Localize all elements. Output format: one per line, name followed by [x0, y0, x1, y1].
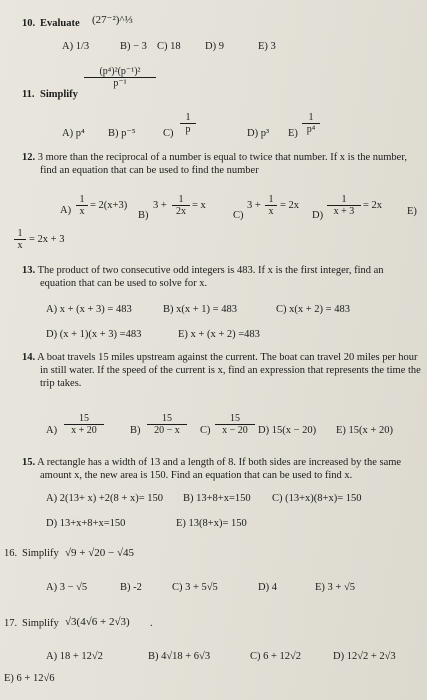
q15-choice-b: B) 13+8+x=150 — [183, 493, 251, 504]
q14-choice-c-num: 15 — [215, 413, 255, 425]
q12-choice-e-num: 1 — [14, 228, 26, 240]
q10-choice-a: A) 1/3 — [62, 41, 90, 52]
q12-choice-d-rest: = 2x — [363, 200, 383, 211]
q14-choice-c-fraction — [215, 413, 255, 436]
q13-choice-d: D) (x + 1)(x + 3) =483 — [46, 329, 142, 340]
q16-choice-b: B) -2 — [120, 582, 142, 593]
q17-choice-d: D) 12√2 + 2√3 — [333, 651, 396, 662]
q16-number: 16. — [4, 548, 18, 559]
q12-text: 3 more than the reciprocal of a number is equal to twice that number. If x is the number, find an equation that can be used to find the number — [37, 152, 408, 176]
q12-choice-e-den: x — [17, 240, 23, 251]
q11-choice-e-num: 1 — [302, 112, 320, 124]
q17-choice-b: B) 4√18 + 6√3 — [148, 651, 211, 662]
q12-choice-d-den: x + 3 — [333, 206, 355, 217]
q12-choice-b-rest: = x — [192, 200, 206, 211]
q12-choice-a-den: x — [79, 206, 85, 217]
q13-choice-a: A) x + (x + 3) = 483 — [46, 304, 132, 315]
q12-choice-a-rest: = 2(x+3) — [90, 200, 128, 211]
q14-stem — [22, 351, 427, 390]
q17-expression: √3(4√6 + 2√3) — [65, 616, 130, 628]
q11-choice-c-label: C) — [163, 128, 174, 139]
q15-stem — [22, 456, 427, 482]
q12-choice-b-pre: 3 + — [153, 200, 167, 211]
q12-choice-a-num: 1 — [76, 194, 88, 206]
q14-choice-b-den: 20 − x — [154, 425, 180, 436]
q15-choice-e: E) 13(8+x)= 150 — [176, 518, 247, 529]
q12-choice-b-den: 2x — [176, 206, 186, 217]
q10-number: 10. — [22, 18, 36, 29]
q14-choice-b-num: 15 — [147, 413, 187, 425]
q10-choice-d: D) 9 — [205, 41, 224, 52]
q17-prompt: Simplify — [22, 618, 59, 629]
q15-choice-a: A) 2(13+ x) +2(8 + x)= 150 — [46, 493, 164, 504]
q14-choice-e: E) 15(x + 20) — [336, 425, 393, 436]
q13-text: The product of two consecutive odd integers is 483. If x is the first integer, find an equation that can be used to solve for x. — [37, 265, 384, 289]
q15-choice-c: C) (13+x)(8+x)= 150 — [272, 493, 362, 504]
q12-choice-b-fraction — [172, 194, 190, 217]
q12-choice-e-label: E) — [407, 206, 417, 217]
q14-choice-a-fraction — [64, 413, 104, 436]
q11-choice-a: A) p⁴ — [62, 128, 85, 139]
q13-choice-b: B) x(x + 1) = 483 — [163, 304, 237, 315]
q12-choice-a-label: A) — [60, 205, 72, 216]
q10-prompt: Evaluate — [40, 18, 80, 29]
q12-choice-c-pre: 3 + — [247, 200, 261, 211]
q11-numerator: (p⁴)²(p⁻¹)² — [84, 66, 156, 78]
q13-choice-e: E) x + (x + 2) =483 — [178, 329, 260, 340]
q12-number: 12. — [22, 152, 36, 163]
q12-stem — [22, 151, 418, 177]
q13-stem — [22, 264, 422, 290]
q14-choice-c-label: C) — [200, 425, 211, 436]
q11-choice-e-label: E) — [288, 128, 298, 139]
q12-choice-a-fraction — [76, 194, 88, 217]
q15-number: 15. — [22, 457, 36, 468]
q12-choice-e-fraction — [14, 228, 26, 251]
q11-choice-c-fraction — [180, 112, 196, 135]
q16-choice-d: D) 4 — [258, 582, 277, 593]
q11-expression — [84, 66, 156, 89]
q14-choice-a-den: x + 20 — [71, 425, 97, 436]
q14-choice-c-den: x − 20 — [222, 425, 248, 436]
q12-choice-c-rest: = 2x — [280, 200, 300, 211]
q12-choice-c-num: 1 — [265, 194, 277, 206]
q17-number: 17. — [4, 618, 18, 629]
q11-number: 11. — [22, 89, 35, 100]
q13-choice-c: C) x(x + 2) = 483 — [276, 304, 350, 315]
q17-choice-c: C) 6 + 12√2 — [250, 651, 302, 662]
q17-choice-a: A) 18 + 12√2 — [46, 651, 103, 662]
q11-choice-e-den: p⁴ — [306, 124, 316, 135]
q16-choice-e: E) 3 + √5 — [315, 582, 355, 593]
q14-choice-b-fraction — [147, 413, 187, 436]
q12-choice-d-fraction — [327, 194, 361, 217]
q16-choice-a: A) 3 − √5 — [46, 582, 88, 593]
q14-text: A boat travels 15 miles upstream against the current. The boat can travel 20 miles per hour in still water. If the speed of the current is x, find an expression that represents the time the trip takes. — [37, 352, 421, 389]
q12-choice-b-label: B) — [138, 210, 149, 221]
q11-denominator: p⁻¹ — [113, 78, 127, 89]
q12-choice-d-num: 1 — [327, 194, 361, 206]
q10-choice-b: B) − 3 — [120, 41, 147, 52]
q14-choice-d: D) 15(x − 20) — [258, 425, 317, 436]
q16-choice-c: C) 3 + 5√5 — [172, 582, 218, 593]
q16-expression: √9 + √20 − √45 — [65, 547, 135, 559]
q11-choice-d: D) p³ — [247, 128, 270, 139]
q11-choice-b: B) p⁻⁵ — [108, 128, 136, 139]
q11-choice-e-fraction — [302, 112, 320, 135]
q11-choice-c-den: p — [185, 124, 191, 135]
q12-choice-c-label: C) — [233, 210, 244, 221]
q11-choice-c-num: 1 — [180, 112, 196, 124]
q15-choice-d: D) 13+x+8+x=150 — [46, 518, 126, 529]
q17-trailing-period: . — [150, 618, 153, 629]
q17-choice-e: E) 6 + 12√6 — [4, 673, 55, 684]
q16-prompt: Simplify — [22, 548, 59, 559]
q12-choice-e-rest: = 2x + 3 — [29, 234, 65, 245]
q10-choice-c: C) 18 — [157, 41, 181, 52]
q14-number: 14. — [22, 352, 36, 363]
q12-choice-c-den: x — [268, 206, 274, 217]
q14-choice-b-label: B) — [130, 425, 141, 436]
q10-choice-e: E) 3 — [258, 41, 276, 52]
q14-choice-a-num: 15 — [64, 413, 104, 425]
q10-expression: (27⁻²)^⅓ — [92, 14, 133, 26]
q12-choice-d-label: D) — [312, 210, 324, 221]
q12-choice-c-fraction — [265, 194, 277, 217]
q14-choice-a-label: A) — [46, 425, 58, 436]
q11-prompt: Simplify — [40, 89, 78, 100]
q13-number: 13. — [22, 265, 36, 276]
q15-text: A rectangle has a width of 13 and a length of 8. If both sides are increased by the same amount x, the new area is 150. Find an equation that can be used to find x. — [37, 457, 402, 481]
q12-choice-b-num: 1 — [172, 194, 190, 206]
